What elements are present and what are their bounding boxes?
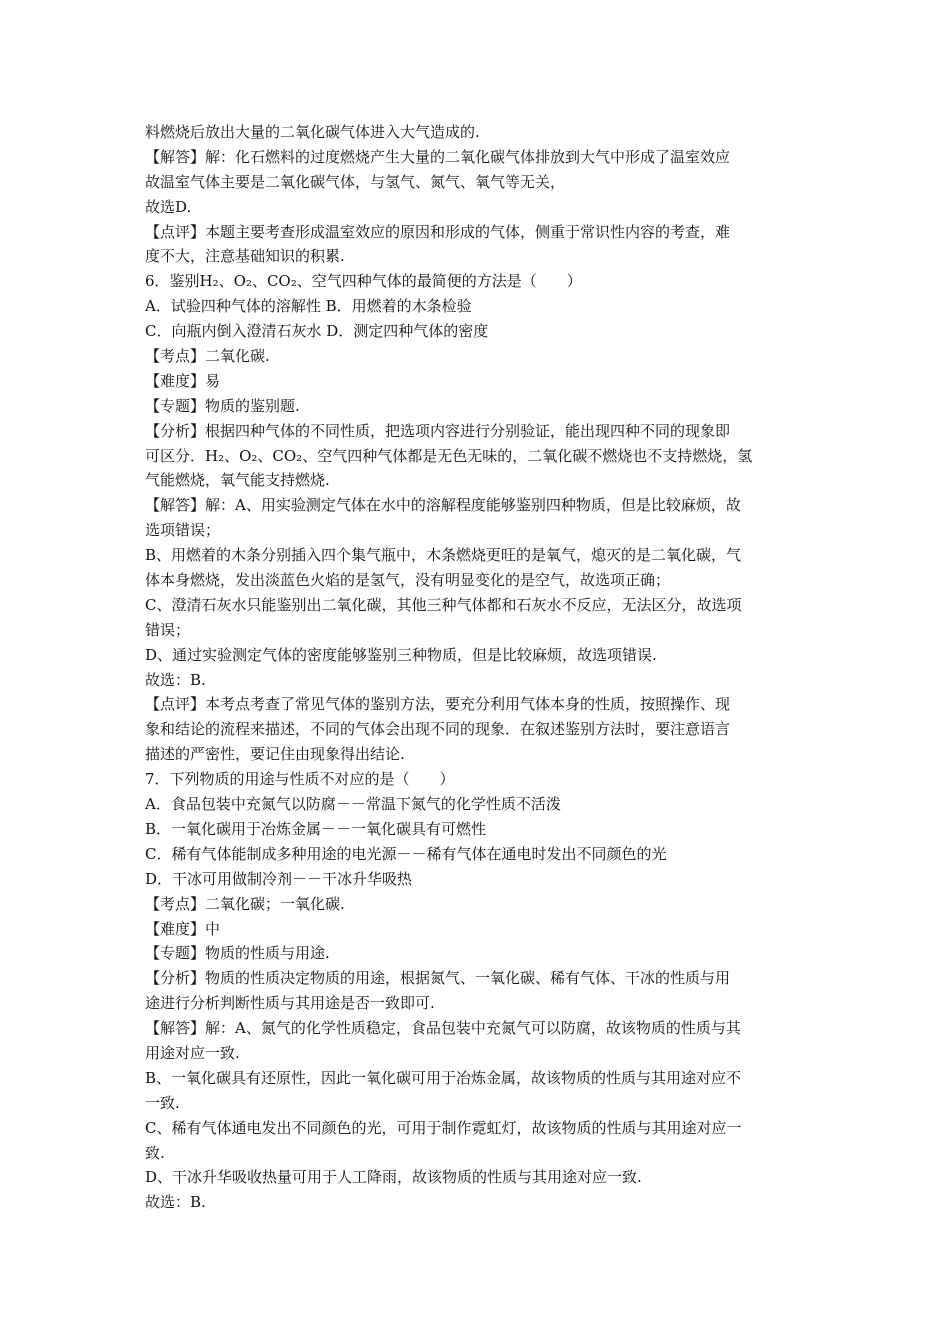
text-line: 故选：B. bbox=[145, 1193, 206, 1212]
text-line: 【解答】解：化石燃料的过度燃烧产生大量的二氧化碳气体排放到大气中形成了温室效应 bbox=[145, 147, 731, 166]
text-line: 【专题】物质的鉴别题. bbox=[145, 396, 300, 415]
text-line: 【解答】解：A、用实验测定气体在水中的溶解程度能够鉴别四种物质，但是比较麻烦，故 bbox=[145, 496, 741, 515]
text-line: 【难度】易 bbox=[145, 371, 221, 390]
question-7-option-d: D．干冰可用做制冷剂－－干冰升华吸热 bbox=[145, 869, 413, 888]
text-line: D、干冰升华吸收热量可用于人工降雨，故该物质的性质与其用途对应一致. bbox=[145, 1168, 642, 1187]
text-line: D、通过实验测定气体的密度能够鉴别三种物质，但是比较麻烦，故选项错误. bbox=[145, 645, 657, 664]
text-line: 选项错误； bbox=[145, 521, 221, 540]
text-line: 【点评】本考点考查了常见气体的鉴别方法，要充分利用气体本身的性质，按照操作、现 bbox=[145, 695, 731, 714]
text-line: 【点评】本题主要考查形成温室效应的原因和形成的气体，侧重于常识性内容的考查，难 bbox=[145, 222, 731, 241]
text-line: 描述的严密性，要记住由现象得出结论. bbox=[145, 745, 405, 764]
question-7-option-c: C．稀有气体能制成多种用途的电光源－－稀有气体在通电时发出不同颜色的光 bbox=[145, 844, 667, 863]
text-line: B、用燃着的木条分别插入四个集气瓶中，木条燃烧更旺的是氧气，熄灭的是二氧化碳，气 bbox=[145, 546, 742, 565]
text-line: B、一氧化碳具有还原性，因此一氧化碳可用于冶炼金属，故该物质的性质与其用途对应不 bbox=[145, 1068, 742, 1087]
text-line: 故选D. bbox=[145, 197, 192, 216]
text-line: 体本身燃烧，发出淡蓝色火焰的是氢气，没有明显变化的是空气，故选项正确； bbox=[145, 571, 671, 590]
text-line: C、稀有气体通电发出不同颜色的光，可用于制作霓虹灯，故该物质的性质与其用途对应一 bbox=[145, 1118, 742, 1137]
text-line: 【专题】物质的性质与用途. bbox=[145, 944, 330, 963]
text-line: 【分析】根据四种气体的不同性质，把选项内容进行分别验证，能出现四种不同的现象即 bbox=[145, 421, 731, 440]
text-line: 【解答】解：A、氮气的化学性质稳定，食品包装中充氮气可以防腐，故该物质的性质与其 bbox=[145, 1019, 741, 1038]
text-line: 料燃烧后放出大量的二氧化碳气体进入大气造成的. bbox=[145, 123, 480, 141]
text-line: C、澄清石灰水只能鉴别出二氧化碳，其他三种气体都和石灰水不反应，无法区分，故选项 bbox=[145, 595, 742, 614]
text-line: 【考点】二氧化碳. bbox=[145, 347, 270, 366]
text-line: 故选：B. bbox=[145, 670, 206, 689]
text-line: 度不大，注意基础知识的积累. bbox=[145, 247, 345, 266]
question-7-option-a: A．食品包装中充氮气以防腐－－常温下氮气的化学性质不活泼 bbox=[145, 795, 561, 814]
text-line: 途进行分析判断性质与其用途是否一致即可. bbox=[145, 994, 435, 1013]
question-7-option-b: B．一氧化碳用于冶炼金属－－一氧化碳具有可燃性 bbox=[145, 819, 487, 838]
text-line: 用途对应一致. bbox=[145, 1043, 240, 1062]
text-line: 错误； bbox=[145, 620, 191, 639]
question-6-options-cd: C．向瓶内倒入澄清石灰水 D．测定四种气体的密度 bbox=[145, 322, 489, 341]
text-line: 气能燃烧，氧气能支持燃烧. bbox=[145, 471, 330, 490]
text-line: 【难度】中 bbox=[145, 919, 221, 938]
question-6-options-ab: A．试验四种气体的溶解性 B．用燃着的木条检验 bbox=[145, 297, 472, 316]
question-7-stem: 7．下列物质的用途与性质不对应的是（ ） bbox=[145, 770, 455, 789]
text-line: 致. bbox=[145, 1143, 165, 1162]
text-line: 【分析】物质的性质决定物质的用途，根据氮气、一氧化碳、稀有气体、干冰的性质与用 bbox=[145, 969, 731, 988]
text-line: 故温室气体主要是二氧化碳气体，与氢气、氮气、氧气等无关， bbox=[145, 172, 566, 191]
text-line: 【考点】二氧化碳；一氧化碳. bbox=[145, 894, 345, 913]
document-body bbox=[145, 120, 820, 1215]
text-line: 象和结论的流程来描述，不同的气体会出现不同的现象．在叙述鉴别方法时，要注意语言 bbox=[145, 720, 731, 739]
question-6-stem: 6．鉴别H₂、O₂、CO₂、空气四种气体的最简便的方法是（ ） bbox=[145, 272, 582, 291]
text-line: 可区分．H₂、O₂、CO₂、空气四种气体都是无色无味的，二氧化碳不燃烧也不支持燃烧，氢 bbox=[145, 446, 753, 465]
text-line: 一致. bbox=[145, 1093, 180, 1112]
